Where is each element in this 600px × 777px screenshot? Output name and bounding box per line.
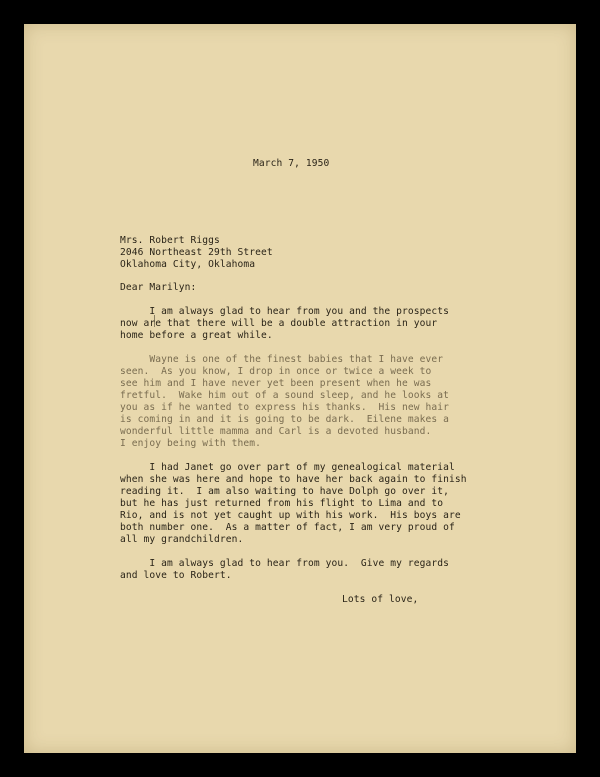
paragraph-3-line: reading it. I am also waiting to have Dolph go over it, [120,486,450,497]
closing: Lots of love, [342,594,419,605]
paragraph-3-line: Rio, and is not yet caught up with his work. His boys are [120,510,461,521]
paragraph-4-line: I am always glad to hear from you. Give my regards [120,558,450,569]
paragraph-3-line: but he has just returned from his flight to Lima and to [120,498,444,509]
address-line-name: Mrs. Robert Riggs [120,235,220,246]
paragraph-2-line: I enjoy being with them. [120,438,262,449]
paragraph-1-line: now are that there will be a double attraction in your [120,318,438,329]
letter-page [24,24,576,753]
paragraph-4-line: and love to Robert. [120,570,232,581]
salutation: Dear Marilyn: [120,282,197,293]
paragraph-1-line: home before a great while. [120,330,273,341]
paragraph-2-line: fretful. Wake him out of a sound sleep, and he looks at [120,390,450,401]
paragraph-3-line: both number one. As a matter of fact, I am very proud of [120,522,455,533]
paragraph-3-line: I had Janet go over part of my genealogical material [120,462,455,473]
letter-date: March 7, 1950 [253,158,330,169]
paragraph-2-line: Wayne is one of the finest babies that I have ever [120,354,444,365]
address-line-street: 2046 Northeast 29th Street [120,247,273,258]
paragraph-3-line: when she was here and hope to have her back again to finish [120,474,467,485]
paragraph-2-line: seen. As you know, I drop in once or twice a week to [120,366,432,377]
paragraph-2-line: see him and I have never yet been present when he was [120,378,432,389]
paragraph-2-line: wonderful little mamma and Carl is a devoted husband. [120,426,432,437]
address-line-city: Oklahoma City, Oklahoma [120,259,256,270]
paragraph-2-line: you as if he wanted to express his thanks. His new hair [120,402,450,413]
paragraph-2-line: is coming in and it is going to be dark. Eilene makes a [120,414,450,425]
paragraph-1-line: I am always glad to hear from you and the prospects [120,306,450,317]
paragraph-3-line: all my grandchildren. [120,534,244,545]
